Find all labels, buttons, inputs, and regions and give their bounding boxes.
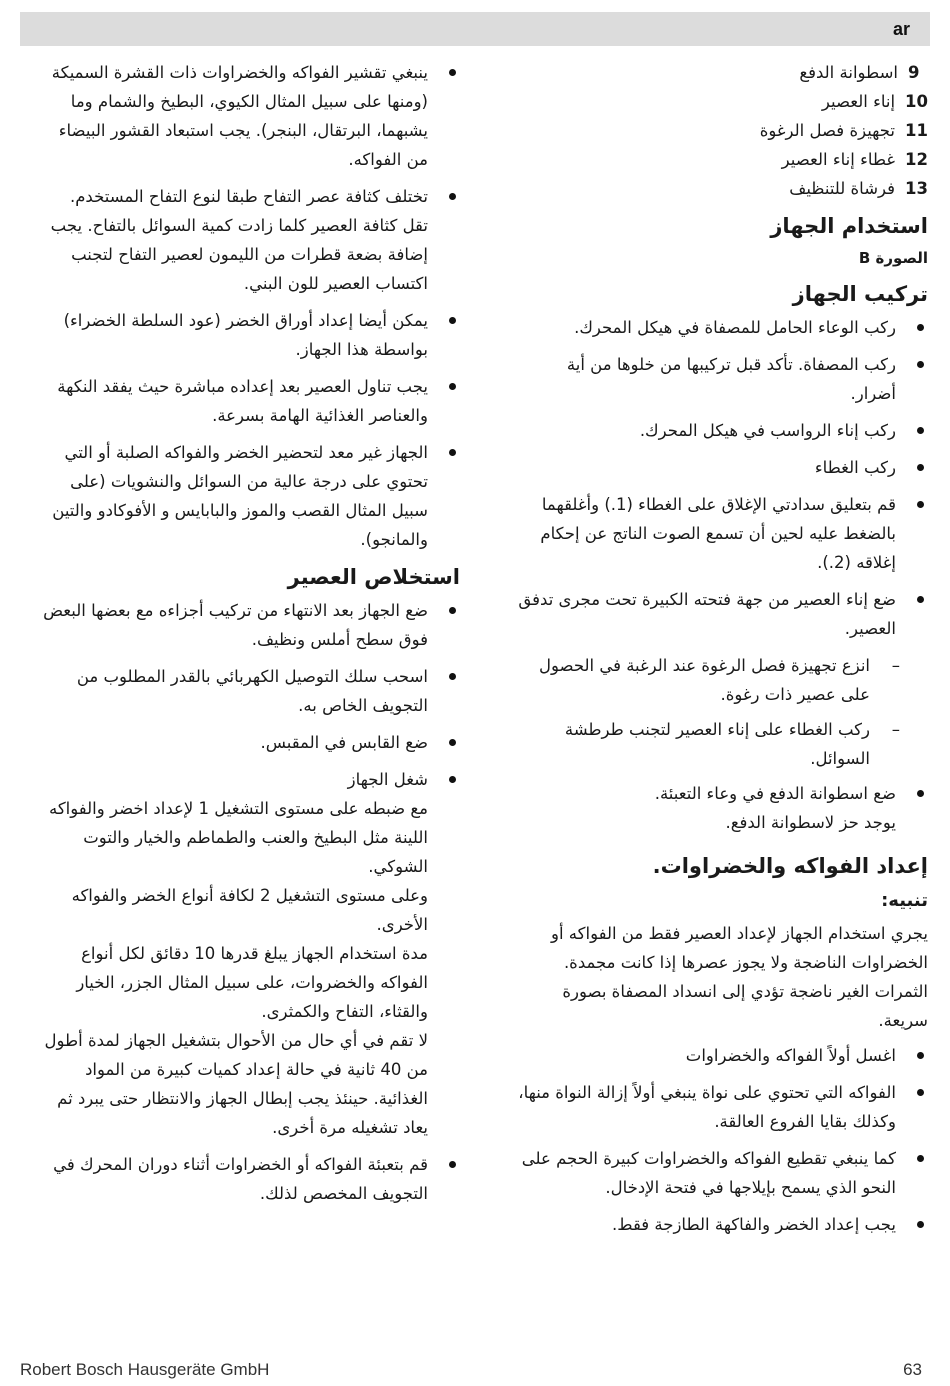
dash-sublist bbox=[518, 651, 928, 773]
list-item: – ركب الغطاء على إناء العصير لتجنب طرطشة السوائل. bbox=[518, 715, 928, 773]
heading-extraction: استخلاص العصير bbox=[287, 565, 460, 589]
right-column bbox=[518, 58, 928, 1247]
pusher-list bbox=[518, 779, 928, 837]
part-label: اسطوانة الدفع bbox=[799, 63, 898, 82]
list-item: ضع إناء العصير من جهة فتحته الكبيرة تحت مجرى تدفق العصير. bbox=[518, 585, 928, 643]
part-number: 12 bbox=[905, 150, 928, 169]
list-item: الجهاز غير معد لتحضير الخضر والفواكه الصلبة أو التي تحتوي على درجة عالية من السوائل والنشويات (على سبيل المثال القصب والموز والبابايس و الأفوكادو والتين والمانجو). bbox=[42, 438, 460, 554]
part-item bbox=[518, 116, 928, 145]
list-item: ينبغي تقشير الفواكه والخضراوات ذات القشرة السميكة (ومنها على سبيل المثال الكيوي، البطيخ والشمام وما يشبهما، البرتقال، البنجر). يجب استبعاد القشور البيضاء من الفواكه. bbox=[42, 58, 460, 174]
run-paragraph: مع ضبطه على مستوى التشغيل 1 لإعداد اخضر والفواكه اللينة مثل البطيخ والعنب والطماطم والخيار والتوت الشوكي. bbox=[48, 799, 428, 876]
part-item bbox=[518, 58, 928, 87]
list-item: قم بتعليق سدادتي الإغلاق على الغطاء (1.) وأغلقهما بالضغط عليه لحين أن تسمع الصوت الناتج عن إحكام إغلاقه (2.). bbox=[518, 490, 928, 577]
list-item: ركب الغطاء bbox=[518, 453, 928, 482]
list-item: ركب إناء الرواسب في هيكل المحرك. bbox=[518, 416, 928, 445]
part-number: 10 bbox=[905, 92, 928, 111]
part-label: إناء العصير bbox=[821, 92, 896, 111]
preparation-list bbox=[518, 1041, 928, 1239]
language-header-bar bbox=[20, 12, 930, 46]
pusher-text: ضع اسطوانة الدفع في وعاء التعبئة. bbox=[654, 784, 896, 803]
list-item: اغسل أولاً الفواكه والخضراوات bbox=[518, 1041, 928, 1070]
part-number: 13 bbox=[905, 179, 928, 198]
list-item: يجب تناول العصير بعد إعداده مباشرة حيث يفقد النكهة والعناصر الغذائية الهامة بسرعة. bbox=[42, 372, 460, 430]
footer-company: Robert Bosch Hausgeräte GmbH bbox=[20, 1360, 270, 1379]
tips-list bbox=[42, 58, 460, 554]
part-label: تجهيزة فصل الرغوة bbox=[759, 121, 896, 140]
part-item bbox=[518, 145, 928, 174]
run-paragraph: لا تقم في أي حال من الأحوال بتشغيل الجهاز لمدة أطول من 40 ثانية في حالة إعداد كميات كبيرة من المواد الغذائية. حينئذ يجب إبطال الجهاز والانتظار حتى يبرد ثم يعاد تشغيله مرة أخرى. bbox=[44, 1031, 428, 1137]
language-code: ar bbox=[892, 19, 910, 39]
part-number: 11 bbox=[905, 121, 928, 140]
part-item bbox=[518, 174, 928, 203]
run-paragraph: وعلى مستوى التشغيل 2 لكافة أنواع الخضر والفواكه الأخرى. bbox=[71, 886, 428, 934]
list-item: ركب المصفاة. تأكد قبل تركيبها من خلوها من أية أضرار. bbox=[518, 350, 928, 408]
list-item: ضع الجهاز بعد الانتهاء من تركيب أجزاءه مع بعضها البعض فوق سطح أملس ونظيف. bbox=[42, 596, 460, 654]
figure-reference: الصورة B bbox=[858, 249, 928, 267]
list-item: كما ينبغي تقطيع الفواكه والخضراوات كبيرة الحجم على النحو الذي يسمح بإيلاجها في فتحة الإدخال. bbox=[518, 1144, 928, 1202]
list-item: الفواكه التي تحتوي على نواة ينبغي أولاً إزالة النواة منها، وكذلك بقايا الفروع العالقة. bbox=[518, 1078, 928, 1136]
note-text: يجري استخدام الجهاز لإعداد العصير فقط من الفواكه أو الخضراوات الناضجة ولا يجوز عصرها إذا كانت مجمدة. الثمرات الغير ناضجة تؤدي إلى انسداد المصفاة بصورة سريعة. bbox=[550, 924, 928, 1030]
heading-use-appliance: استخدام الجهاز bbox=[770, 214, 928, 238]
list-item: ركب الوعاء الحامل للمصفاة في هيكل المحرك. bbox=[518, 313, 928, 342]
page-number: 63 bbox=[903, 1360, 922, 1379]
pusher-note: يوجد حز لاسطوانة الدفع. bbox=[725, 813, 896, 832]
run-paragraph: مدة استخدام الجهاز يبلغ قدرها 10 دقائق لكل أنواع الفواكه والخضروات، على سبيل المثال الجزر، الخيار والقثاء، التفاح والكمثرى. bbox=[76, 944, 428, 1021]
part-number: 9 bbox=[908, 63, 920, 82]
list-item: ضع القابس في المقبس. bbox=[42, 728, 460, 757]
assembly-list bbox=[518, 313, 928, 643]
list-item: تختلف كثافة عصر التفاح طبقا لنوع التفاح المستخدم. تقل كثافة العصير كلما زادت كمية السوائل بالتفاح. يجب إضافة بضعة قطرات من الليمون لعصير التفاح لتجنب اكتساب العصير للون البني. bbox=[42, 182, 460, 298]
list-item: قم بتعبئة الفواكه أو الخضراوات أثناء دوران المحرك في التجويف المخصص لذلك. bbox=[42, 1150, 460, 1208]
list-item: يجب إعداد الخضر والفاكهة الطازجة فقط. bbox=[518, 1210, 928, 1239]
list-item bbox=[518, 779, 928, 837]
list-item: يمكن أيضا إعداد أوراق الخضر (عود السلطة الخضراء) بواسطة هذا الجهاز. bbox=[42, 306, 460, 364]
extraction-steps bbox=[42, 596, 460, 1208]
heading-preparation: إعداد الفواكه والخضراوات. bbox=[652, 854, 928, 878]
list-item bbox=[42, 765, 460, 1142]
part-item bbox=[518, 87, 928, 116]
left-column bbox=[42, 58, 460, 1216]
run-title: شغل الجهاز bbox=[347, 770, 428, 789]
part-label: غطاء إناء العصير bbox=[781, 150, 896, 169]
list-item: اسحب سلك التوصيل الكهربائي بالقدر المطلوب من التجويف الخاص به. bbox=[42, 662, 460, 720]
note-title: تنبيه: bbox=[881, 890, 928, 911]
list-item: – انزع تجهيزة فصل الرغوة عند الرغبة في الحصول على عصير ذات رغوة. bbox=[518, 651, 928, 709]
part-label: فرشاة للتنظيف bbox=[789, 179, 896, 198]
heading-assembly: تركيب الجهاز bbox=[792, 282, 928, 306]
parts-list bbox=[518, 58, 928, 203]
